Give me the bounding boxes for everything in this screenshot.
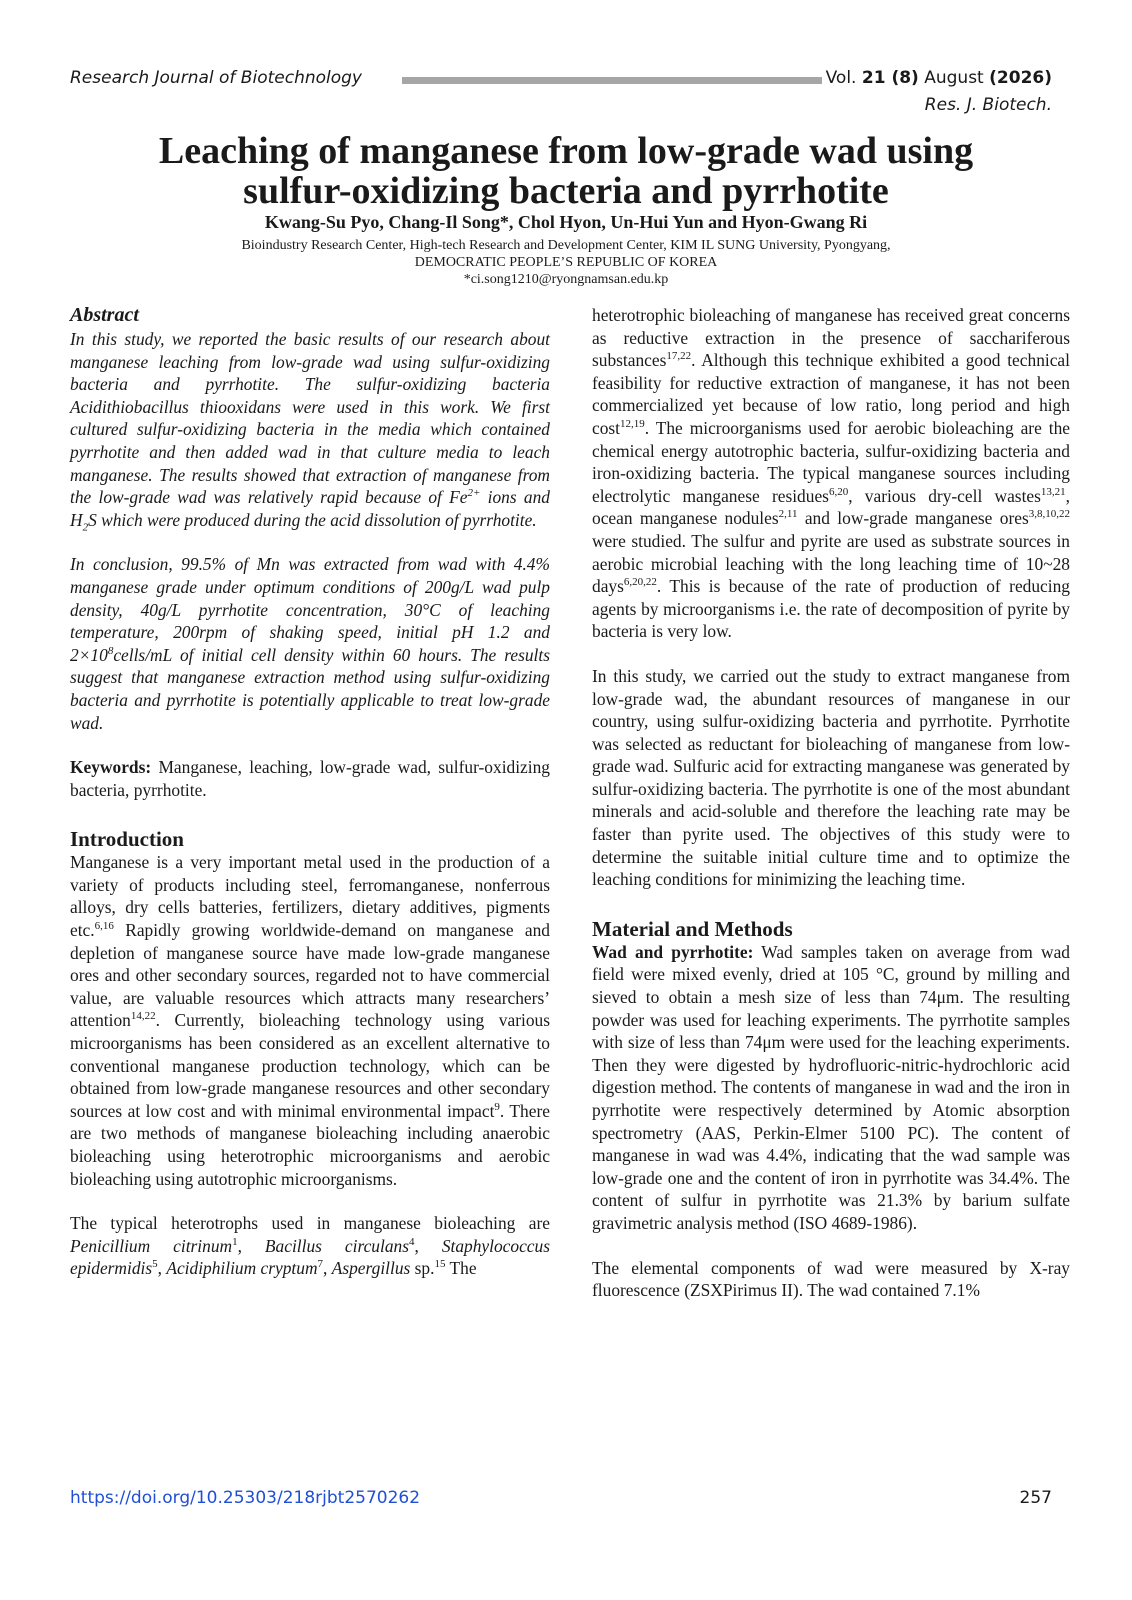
abstract-text: In this study, we reported the basic results of our research about manganese leaching from low-grade wad using sulfur-oxidizing bacteria and pyrrhotite. The sulfur-oxidizing bacteria Acidithiobacillus thiooxidans were used in this work. We first cultured sulfur-oxidizing bacteria in the media which contained pyrrhotite and then added wad in that culture media to leach manganese. The results showed that extraction of manganese from the low-grade wad was relatively rapid because of Fe: [70, 329, 550, 508]
introduction-paragraph-1: [70, 851, 550, 1190]
title-line-1: Leaching of manganese from low-grade wad using: [158, 130, 974, 172]
citation: 6,20: [828, 485, 849, 498]
page-number: 257: [1019, 1488, 1052, 1508]
citation: 15: [434, 1258, 446, 1271]
paper-title: [0, 131, 1132, 211]
keywords-label: Keywords:: [70, 757, 152, 778]
species-name: Bacillus circulans: [264, 1235, 409, 1256]
citation: 9: [494, 1101, 500, 1114]
right-paragraph-4: The elemental components of wad were measured by X-ray fluorescence (ZSXPirimus II). The wad contained 7.1%: [592, 1257, 1070, 1301]
affiliation-line-1: Bioindustry Research Center, High-tech Research and Development Center, KIM IL SUNG University, Pyongyang,: [241, 238, 891, 253]
methods-label: Wad and pyrrhotite:: [592, 941, 754, 962]
keywords-text: Manganese, leaching, low-grade wad, sulfur-oxidizing bacteria, pyrrhotite.: [70, 757, 550, 800]
body-text: . The microorganisms used for aerobic bioleaching are the chemical energy autotrophic bacteria, sulfur-oxidizing bacteria and iron-oxidizing bacteria. The typical manganese sources including electrolytic manganese residues: [592, 417, 1070, 506]
body-text: . There are two methods of manganese bioleaching including anaerobic bioleaching using heterotrophic microorganisms and aerobic bioleaching using autotrophic microorganisms.: [70, 1100, 550, 1189]
citation: 6,16: [94, 920, 114, 933]
body-text: were studied. The sulfur and pyrite are used as substrate sources in aerobic microbial leaching with the long leaching time of 10~28 days: [592, 530, 1070, 597]
methods-paragraph: [592, 941, 1070, 1235]
authors: Kwang-Su Pyo, Chang-Il Song*, Chol Hyon, Un-Hui Yun and Hyon-Gwang Ri: [264, 212, 868, 232]
citation: 1: [232, 1235, 238, 1248]
right-paragraph-2: In this study, we carried out the study to extract manganese from low-grade wad, the abundant resources of manganese in our country, using sulfur-oxidizing bacteria and pyrrhotite. Pyrrhotite was selected as reductant for bioleaching of manganese from low-grade wad. Sulfuric acid for extracting manganese was generated by sulfur-oxidizing bacteria. The pyrrhotite is one of the most abundant minerals and acid-soluble and therefore the leaching rate may be faster than pyrite used. The objectives of this study were to determine the suitable initial culture time and to optimize the leaching conditions for minimizing the leaching time.: [592, 665, 1070, 890]
body-text: , various dry-cell wastes: [848, 485, 1041, 506]
body-text: Rapidly growing worldwide-demand on manganese and depletion of manganese source have made low-grade manganese ores and other secondary sources, regarded not to have commercial value, are valuable resources which attracts many researchers’ attention: [70, 920, 550, 1031]
vol-month: August: [918, 68, 990, 88]
body-text: , ocean manganese nodules: [592, 485, 1070, 529]
citation: 7: [317, 1258, 324, 1271]
body-text: sp.: [410, 1258, 435, 1279]
corresponding-email: *ci.song1210@ryongnamsan.edu.kp: [463, 272, 669, 287]
vol-year: (2026): [989, 68, 1052, 88]
abstract-heading: Abstract: [70, 304, 139, 326]
abstract-paragraph-1: [70, 328, 550, 534]
abstract-text: S which were produced during the acid dissolution of pyrrhotite.: [88, 509, 537, 530]
citation: 14,22: [130, 1010, 156, 1023]
body-text: . Although this technique exhibited a good technical feasibility for reductive extraction of manganese, it has not been commercialized yet because of low ratio, long period and high cost: [592, 350, 1070, 438]
introduction-heading: Introduction: [70, 827, 184, 852]
abstract-text: ions and H: [70, 487, 550, 530]
title-line-2: sulfur-oxidizing bacteria and pyrrhotite: [243, 170, 889, 212]
right-column: [592, 304, 1070, 1302]
affiliation-line-2: DEMOCRATIC PEOPLE’S REPUBLIC OF KOREA: [414, 255, 718, 270]
citation: 4: [408, 1235, 415, 1248]
abstract-text: In conclusion, 99.5% of Mn was extracted from wad with 4.4% manganese grade under optimum conditions of 200g/L wad pulp density, 40g/L pyrrhotite concentration, 30°C of leaching temperature, 200rpm of shaking speed, initial pH 1.2 and 2×10: [70, 554, 550, 665]
body-text: Manganese is a very important metal used in the production of a variety of products including steel, ferromanganese, nonferrous alloys, dry cells batteries, fertilizers, dietary additives, pigments etc.: [70, 852, 550, 941]
keywords: [70, 756, 550, 801]
citation: 2,11: [778, 508, 798, 521]
introduction-paragraph-2: [70, 1212, 550, 1280]
species-name: Staphylococcus epidermidis: [70, 1235, 550, 1279]
superscript: 2+: [467, 487, 481, 500]
body-text: . This is because of the rate of production of reducing agents by microorganisms i.e. the rate of decomposition of pyrite by bacteria is very low.: [592, 576, 1070, 642]
body-text: The: [445, 1258, 477, 1279]
left-column: [70, 304, 550, 1280]
doi-link[interactable]: https://doi.org/10.25303/218rjbt2570262: [70, 1488, 421, 1508]
subscript: 2: [82, 521, 89, 534]
abstract-paragraph-2: [70, 553, 550, 734]
citation: 13,21: [1040, 485, 1066, 498]
species-name: Aspergillus: [331, 1258, 411, 1279]
species-name: Acidiphilium cryptum: [166, 1258, 318, 1279]
body-text: and low-grade manganese ores: [797, 508, 1029, 529]
body-text: . Currently, bioleaching technology using various microorganisms has been considered as an excellent alternative to conventional manganese production technology, which can be obtained from low-grade manganese resources and other secondary sources at low cost and with minimal environmental impact: [70, 1010, 550, 1121]
journal-name: Research Journal of Biotechnology: [70, 68, 362, 88]
citation: 17,22: [666, 350, 692, 363]
citation: 6,20,22: [623, 576, 657, 589]
body-text: ,: [237, 1235, 265, 1256]
abstract-text: cells/mL of initial cell density within 60 hours. The results suggest that manganese extraction method using sulfur-oxidizing bacteria and pyrrhotite is potentially applicable to treat low-grade wad.: [70, 644, 550, 733]
body-text: ,: [157, 1258, 167, 1279]
vol-number: 21 (8): [861, 68, 919, 88]
body-text: Wad samples taken on average from wad field were mixed evenly, dried at 105 °C, ground by milling and sieved to obtain a mesh size of less than 74μm. The resulting powder was used for leaching experiments. The pyrrhotite samples with size of less than 74μm were used for the leaching experiments. Then they were digested by hydrofluoric-nitric-hydrochloric acid digestion method. The contents of manganese in wad and the iron in pyrrhotite were respectively determined by Atomic absorption spectrometry (AAS, Perkin-Elmer 5100 PC). The content of manganese in wad was 4.4%, indicating that the wad sample was low-grade one and the content of iron in pyrrhotite was 34.4%. The content of sulfur in pyrrhotite was 21.3% by barium sulfate gravimetric analysis method (ISO 4689-1986).: [592, 941, 1070, 1233]
journal-abbreviation: Res. J. Biotech.: [924, 95, 1052, 115]
body-text: The typical heterotrophs used in manganese bioleaching are: [70, 1213, 550, 1234]
citation: 12,19: [620, 418, 645, 431]
methods-heading: Material and Methods: [592, 916, 793, 941]
right-paragraph-1: [592, 304, 1070, 643]
citation: 5: [152, 1258, 158, 1271]
citation: 3,8,10,22: [1028, 508, 1070, 521]
volume-info: [826, 68, 1052, 88]
header-rule: [402, 77, 822, 84]
vol-prefix: Vol.: [825, 68, 862, 88]
body-text: heterotrophic bioleaching of manganese has received great concerns as reductive extraction in the presence of sacchariferous substances: [592, 305, 1070, 371]
body-text: ,: [414, 1235, 442, 1256]
superscript: 8: [107, 644, 114, 657]
body-text: ,: [323, 1258, 332, 1279]
species-name: Penicillium citrinum: [70, 1235, 233, 1256]
affiliation: [0, 237, 1132, 288]
